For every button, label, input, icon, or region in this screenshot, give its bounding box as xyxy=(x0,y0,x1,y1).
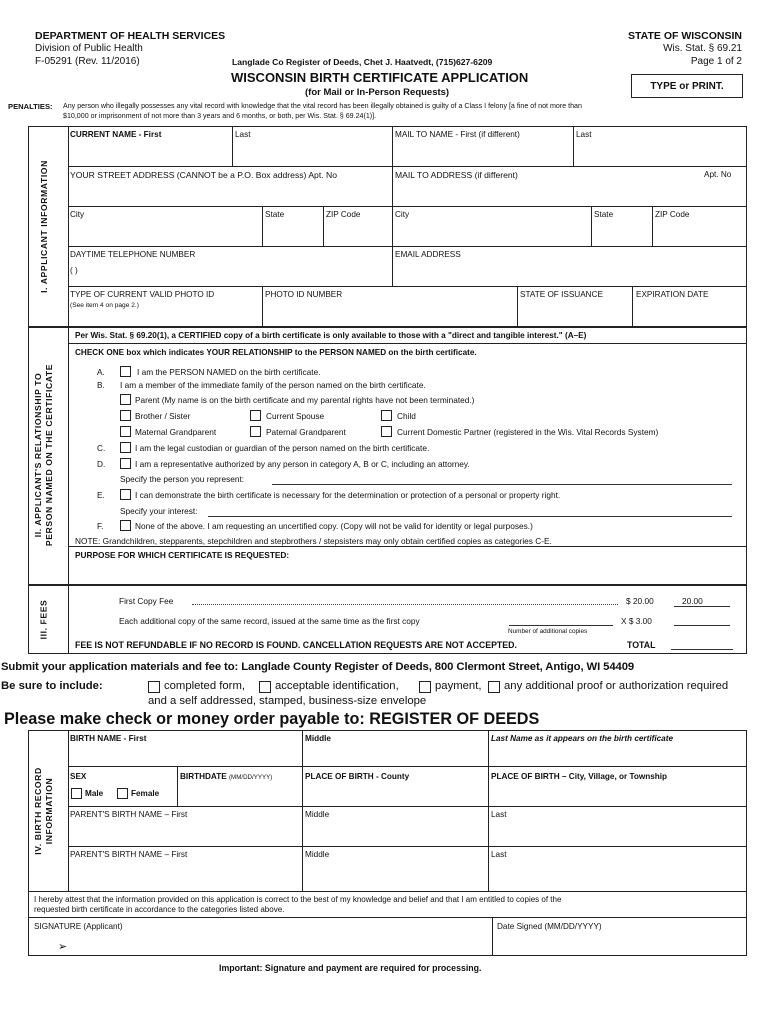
mail-to-name-first-field[interactable]: MAIL TO NAME - First (if different) xyxy=(395,130,520,139)
mail-city-field[interactable]: City xyxy=(395,210,410,219)
option-e-label: I can demonstrate the birth certificate is necessary for the determination or protection of a personal or property right. xyxy=(135,490,561,500)
form-subtitle: (for Mail or In-Person Requests) xyxy=(305,87,450,98)
photo-id-type-field[interactable]: TYPE OF CURRENT VALID PHOTO ID xyxy=(70,290,215,299)
check-one-instruction: CHECK ONE box which indicates YOUR RELATIONSHIP to the PERSON NAMED on the birth certificate. xyxy=(75,348,477,357)
domestic-partner-checkbox[interactable] xyxy=(381,426,392,437)
section-2-label: II. APPLICANT'S RELATIONSHIP TO PERSON NAMED ON THE CERTIFICATE xyxy=(33,363,54,547)
phone-area-code: ( ) xyxy=(70,266,78,275)
additional-copy-price: X $ 3.00 xyxy=(621,616,652,626)
parent1-last-field[interactable]: Last xyxy=(491,810,507,819)
child-checkbox[interactable] xyxy=(381,410,392,421)
department-name: DEPARTMENT OF HEALTH SERVICES xyxy=(35,30,226,42)
place-of-birth-city-field[interactable]: PLACE OF BIRTH – City, Village, or Township xyxy=(491,772,668,781)
option-e-letter: E. xyxy=(97,490,105,500)
envelope-instruction: and a self addressed, stamped, business-size envelope xyxy=(148,695,427,707)
photo-id-number-field[interactable]: PHOTO ID NUMBER xyxy=(265,290,343,299)
completed-form-label: completed form, xyxy=(164,680,245,692)
additional-copies-field[interactable] xyxy=(509,625,613,626)
domestic-partner-label: Current Domestic Partner (registered in the Wis. Vital Records System) xyxy=(397,427,659,437)
female-checkbox[interactable] xyxy=(117,788,128,799)
option-e-checkbox[interactable] xyxy=(120,489,131,500)
attestation-text-2: requested birth certificate in accordance to the categories listed above. xyxy=(34,905,285,914)
place-of-birth-county-field[interactable]: PLACE OF BIRTH - County xyxy=(305,772,410,781)
parent1-middle-field[interactable]: Middle xyxy=(305,810,330,819)
email-field[interactable]: EMAIL ADDRESS xyxy=(395,250,461,259)
sibling-label: Brother / Sister xyxy=(135,411,191,421)
mail-to-address-field[interactable]: MAIL TO ADDRESS (if different) xyxy=(395,170,518,180)
type-print-box xyxy=(631,74,743,98)
mail-to-name-last-field[interactable]: Last xyxy=(576,130,592,139)
section-1-label: I. APPLICANT INFORMATION xyxy=(38,159,49,293)
additional-proof-label: any additional proof or authorization required xyxy=(504,680,729,692)
identification-checkbox[interactable] xyxy=(259,681,271,693)
phone-field[interactable]: DAYTIME TELEPHONE NUMBER xyxy=(70,250,196,259)
total-label: TOTAL xyxy=(627,640,656,650)
state-of-issuance-field[interactable]: STATE OF ISSUANCE xyxy=(520,290,603,299)
attestation-text: I hereby attest that the information provided on this application is correct to the best of my knowledge and belief and that I am entitled to copies of the xyxy=(34,895,562,904)
form-title: WISCONSIN BIRTH CERTIFICATE APPLICATION xyxy=(231,70,529,85)
spouse-checkbox[interactable] xyxy=(250,410,261,421)
current-name-last-field[interactable]: Last xyxy=(235,130,251,139)
type-print-label: TYPE or PRINT. xyxy=(650,80,724,92)
city-field[interactable]: City xyxy=(70,210,85,219)
sibling-checkbox[interactable] xyxy=(120,410,131,421)
birth-name-last-field[interactable]: Last Name as it appears on the birth certificate xyxy=(491,734,673,743)
option-c-checkbox[interactable] xyxy=(120,442,131,453)
child-label: Child xyxy=(397,411,416,421)
option-d-checkbox[interactable] xyxy=(120,458,131,469)
option-f-letter: F. xyxy=(97,521,104,531)
option-a-checkbox[interactable] xyxy=(120,366,131,377)
penalties-text-2: $10,000 or imprisonment of not more than 3 years and 6 months, or both, per Wis. Stat. § 69.24(1)]. xyxy=(63,112,377,120)
option-f-checkbox[interactable] xyxy=(120,520,131,531)
additional-copy-label: Each additional copy of the same record, issued at the same time as the first copy xyxy=(119,616,420,626)
payable-to: Please make check or money order payable to: REGISTER OF DEEDS xyxy=(4,710,540,728)
specify-person-label: Specify the person you represent: xyxy=(120,474,245,484)
parent2-last-field[interactable]: Last xyxy=(491,850,507,859)
option-b-label: I am a member of the immediate family of the person named on the birth certificate. xyxy=(120,380,426,390)
purpose-field[interactable]: PURPOSE FOR WHICH CERTIFICATE IS REQUESTED: xyxy=(75,550,290,560)
important-notice: Important: Signature and payment are required for processing. xyxy=(219,963,482,973)
state-name: STATE OF WISCONSIN xyxy=(628,30,742,42)
option-f-label: None of the above. I am requesting an uncertified copy. (Copy will not be valid for identity or legal purposes.) xyxy=(135,521,533,531)
parent1-first-field[interactable]: PARENT'S BIRTH NAME – First xyxy=(70,810,188,819)
penalties-text: Any person who illegally possesses any vital record with knowledge that the vital record has been illegally obtained is guilty of a Class I felony [a fine of not more than xyxy=(63,102,582,110)
division-name: Division of Public Health xyxy=(35,43,143,54)
photo-id-note: (See item 4 on page 2.) xyxy=(70,302,139,309)
num-copies-caption: Number of additional copies xyxy=(508,628,588,635)
specify-person-field[interactable] xyxy=(272,484,732,485)
parent-checkbox[interactable] xyxy=(120,394,131,405)
mail-apt-no-field[interactable]: Apt. No xyxy=(704,170,732,179)
identification-label: acceptable identification, xyxy=(275,680,399,692)
signature-arrow-icon: ➢ xyxy=(58,941,68,953)
penalties-label: PENALTIES: xyxy=(8,102,53,111)
direct-interest-intro: Per Wis. Stat. § 69.20(1), a CERTIFIED copy of a birth certificate is only available to those with a "direct and tangible interest." (A–E) xyxy=(75,331,587,340)
maternal-grandparent-label: Maternal Grandparent xyxy=(135,427,217,437)
option-c-letter: C. xyxy=(97,443,106,453)
male-label: Male xyxy=(85,789,104,798)
parent2-middle-field[interactable]: Middle xyxy=(305,850,330,859)
option-c-label: I am the legal custodian or guardian of the person named on the birth certificate. xyxy=(135,443,430,453)
state-field[interactable]: State xyxy=(265,210,285,219)
mail-zip-field[interactable]: ZIP Code xyxy=(655,210,690,219)
signature-field[interactable]: SIGNATURE (Applicant) xyxy=(34,922,123,931)
register-contact: Langlade Co Register of Deeds, Chet J. Haatvedt, (715)627-6209 xyxy=(232,57,493,67)
parent2-first-field[interactable]: PARENT'S BIRTH NAME – First xyxy=(70,850,188,859)
statute-ref: Wis. Stat. § 69.21 xyxy=(663,43,742,54)
payment-label: payment, xyxy=(435,680,482,692)
birth-name-first-field[interactable]: BIRTH NAME - First xyxy=(70,734,147,743)
sex-label: SEX xyxy=(70,772,87,781)
spouse-label: Current Spouse xyxy=(266,411,325,421)
option-d-label: I am a representative authorized by any person in category A, B or C, including an attorney. xyxy=(135,459,470,469)
specify-interest-label: Specify your interest: xyxy=(120,506,198,516)
birth-name-middle-field[interactable]: Middle xyxy=(305,734,331,743)
additional-proof-checkbox[interactable] xyxy=(488,681,500,693)
parent-label: Parent (My name is on the birth certificate and my parental rights have not been terminated.) xyxy=(135,395,475,405)
option-a-label: I am the PERSON NAMED on the birth certificate. xyxy=(137,367,321,377)
date-signed-field[interactable]: Date Signed (MM/DD/YYYY) xyxy=(497,922,602,931)
paternal-grandparent-checkbox[interactable] xyxy=(250,426,261,437)
mail-state-field[interactable]: State xyxy=(594,210,614,219)
zip-field[interactable]: ZIP Code xyxy=(326,210,361,219)
expiration-date-field[interactable]: EXPIRATION DATE xyxy=(636,290,709,299)
section-4-label: IV. BIRTH RECORD INFORMATION xyxy=(33,767,54,855)
page-number: Page 1 of 2 xyxy=(690,56,742,67)
be-sure-row: Be sure to include: xyxy=(1,680,103,692)
form-number: F-05291 (Rev. 11/2016) xyxy=(35,56,140,67)
section-3-label: III. FEES xyxy=(38,599,49,639)
option-a-letter: A. xyxy=(97,367,105,377)
completed-form-checkbox[interactable] xyxy=(148,681,160,693)
grandchildren-note: NOTE: Grandchildren, stepparents, stepchildren and stepbrothers / stepsisters may only obtain certified copies as categories C-E. xyxy=(75,536,552,546)
option-d-letter: D. xyxy=(97,459,106,469)
non-refundable-notice: FEE IS NOT REFUNDABLE IF NO RECORD IS FOUND. CANCELLATION REQUESTS ARE NOT ACCEPTED. xyxy=(75,640,517,650)
submit-address: Submit your application materials and fee to: Langlade County Register of Deeds, 800 Clermont Street, Antigo, WI 54409 xyxy=(1,661,635,673)
male-checkbox[interactable] xyxy=(71,788,82,799)
total-amount-field[interactable] xyxy=(671,649,733,650)
additional-amount-field[interactable] xyxy=(674,625,730,626)
street-address-field[interactable]: YOUR STREET ADDRESS (CANNOT be a P.O. Box address) Apt. No xyxy=(70,170,337,180)
female-label: Female xyxy=(131,789,160,798)
current-name-first-field[interactable]: CURRENT NAME - First xyxy=(70,130,162,139)
first-copy-label: First Copy Fee xyxy=(119,596,174,606)
option-b-letter: B. xyxy=(97,380,105,390)
birthdate-field[interactable]: BIRTHDATE (MM/DD/YYYY) xyxy=(180,772,273,781)
first-copy-price: $ 20.00 xyxy=(626,596,654,606)
first-copy-amount[interactable]: 20.00 xyxy=(682,596,703,606)
specify-interest-field[interactable] xyxy=(208,516,732,517)
paternal-grandparent-label: Paternal Grandparent xyxy=(266,427,346,437)
maternal-grandparent-checkbox[interactable] xyxy=(120,426,131,437)
payment-checkbox[interactable] xyxy=(419,681,431,693)
